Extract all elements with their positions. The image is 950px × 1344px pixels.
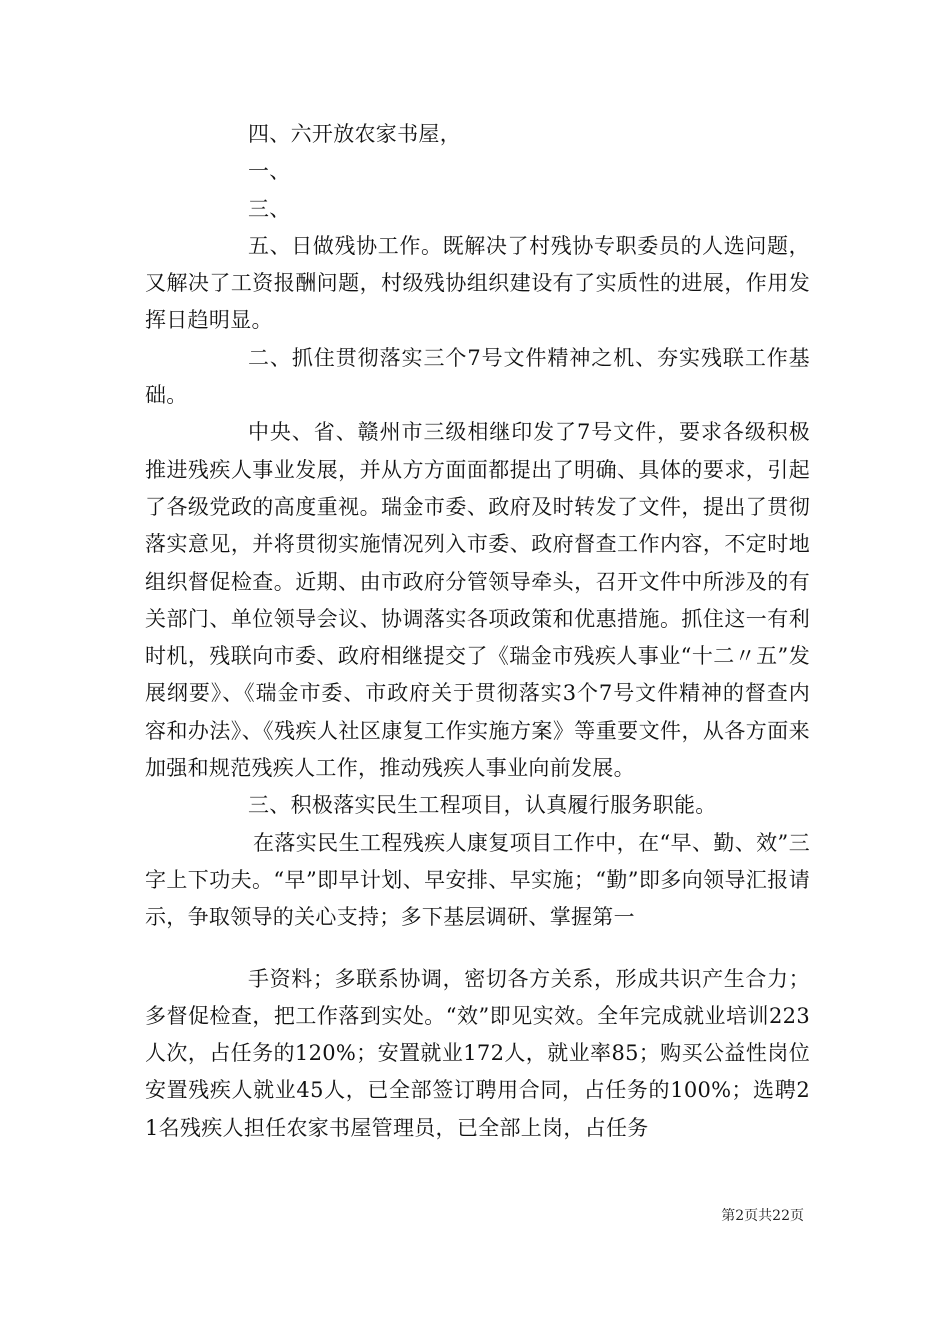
paragraph-document-seven: 中央、省、赣州市三级相继印发了7号文件，要求各级积极推进残疾人事业发展，并从方方面面都提出了明确、具体的要求，引起了各级党政的高度重视。瑞金市委、政府及时转发了文件，提出了贯彻落实意见，并将贯彻实施情况列入市委、政府督查工作内容，不定时地组织督促检查。近期、由市政府分管领导牵头，召开文件中所涉及的有关部门、单位领导会议、协调落实各项政策和优惠措施。抓住这一有利时机，残联向市委、政府相继提交了《瑞金市残疾人事业“十二〃五”发展纲要》、《瑞金市委、市政府关于贯彻落实3个7号文件精神的督查内容和办法》、《残疾人社区康复工作实施方案》等重要文件，从各方面来加强和规范残疾人工作，推动残疾人事业向前发展。 (145, 420, 810, 781)
paragraph-section-three-heading: 三、积极落实民生工程项目，认真履行服务职能。 (248, 793, 717, 818)
paragraph-heading-4-6: 四、六开放农家书屋， (248, 122, 461, 146)
paragraph-heading-3: 三、 (248, 196, 291, 221)
paragraph-disability-association: 五、日做残协工作。既解决了村残协专职委员的人选问题，又解决了工资报酬问题，村级残协组织建设有了实质性的进展，作用发挥日趋明显。 (145, 233, 810, 333)
paragraph-gap (145, 937, 810, 961)
paragraph-rehab-project: 在落实民生工程残疾人康复项目工作中，在“早、勤、效”三字上下功夫。“早”即早计划、早安排、早实施；“勤”即多向领导汇报请示，争取领导的关心支持；多下基层调研、掌握第一 (145, 830, 810, 930)
paragraph-results: 手资料；多联系协调，密切各方关系，形成共识产生合力；多督促检查，把工作落到实处。“效”即见实效。全年完成就业培训223人次，占任务的120%；安置就业172人，就业率85；购买公益性岗位安置残疾人就业45人，已全部签订聘用合同，占任务的100%；选聘21名残疾人担任农家书屋管理员，已全部上岗，占任务 (145, 966, 810, 1140)
page-number-footer: 第2页共22页 (721, 1208, 804, 1224)
document-body (145, 116, 810, 1147)
paragraph-section-two-heading: 二、抓住贯彻落实三个7号文件精神之机、夯实残联工作基础。 (145, 345, 810, 408)
paragraph-heading-1: 一、 (248, 159, 291, 184)
